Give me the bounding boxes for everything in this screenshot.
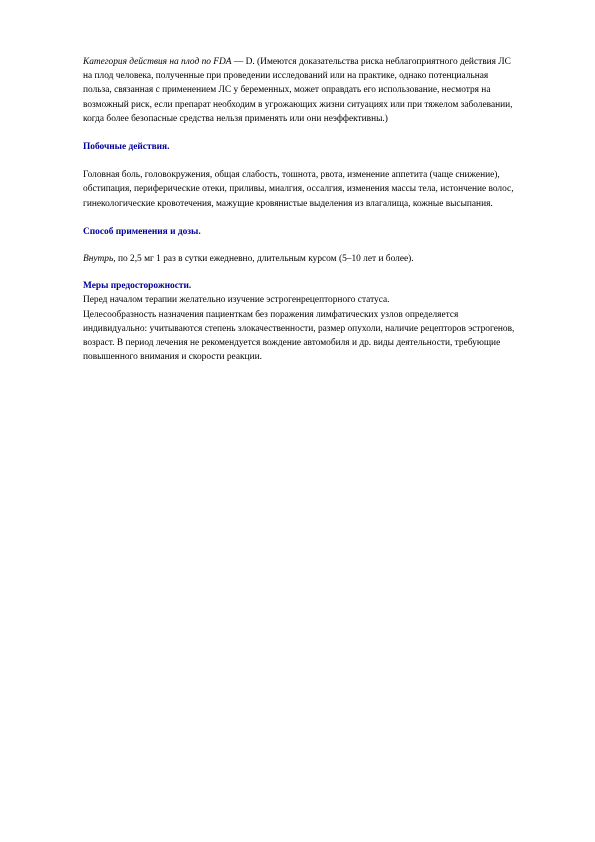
precautions-paragraph-1: Перед началом терапии желательно изучение эстрогенрецепторного статуса. [83,295,390,306]
precautions-heading: Меры предосторожности. [83,281,192,292]
side-effects-heading: Побочные действия. [83,142,170,153]
document-page [83,55,519,364]
fda-category-text: — D. (Имеются доказательства риска неблагоприятного действия ЛС на плод человека, полученные при проведении исследований или на практике, однако потенциальная польза, связанная с применением ЛС у беременных, может оправдать его использование, несмотря на возможный риск, если препарат необходим в угрожающих жизни ситуациях или при тяжелом заболевании, когда более безопасные средства нельзя применять или они неэффективны.) [83,57,513,124]
fda-category-paragraph [83,55,519,126]
side-effects-text: Головная боль, головокружения, общая слабость, тошнота, рвота, изменение аппетита (чаще снижение), обстипация, периферические отеки, приливы, миалгия, оссалгия, изменения массы тела, истончение волос, гинекологические кровотечения, мажущие кровянистые выделения из влагалища, кожные высыпания. [83,170,514,209]
fda-category-term: Категория действия на плод по FDA [83,57,232,67]
dosage-heading: Способ применения и дозы. [83,226,201,237]
dosage-text: , по 2,5 мг 1 раз в сутки ежедневно, длительным курсом (5–10 лет и более). [113,254,414,265]
dosage-route: Внутрь [83,254,114,265]
precautions-paragraph-2: Целесообразность назначения пациенткам без поражения лимфатических узлов определяется индивидуально: учитываются степень злокачественности, размер опухоли, наличие рецепторов эстрогенов, возраст. В период лечения не рекомендуется вождение автомобиля и др. виды деятельности, требующие повышенного внимания и скорости реакции. [83,309,515,363]
dosage-paragraph [83,252,519,266]
